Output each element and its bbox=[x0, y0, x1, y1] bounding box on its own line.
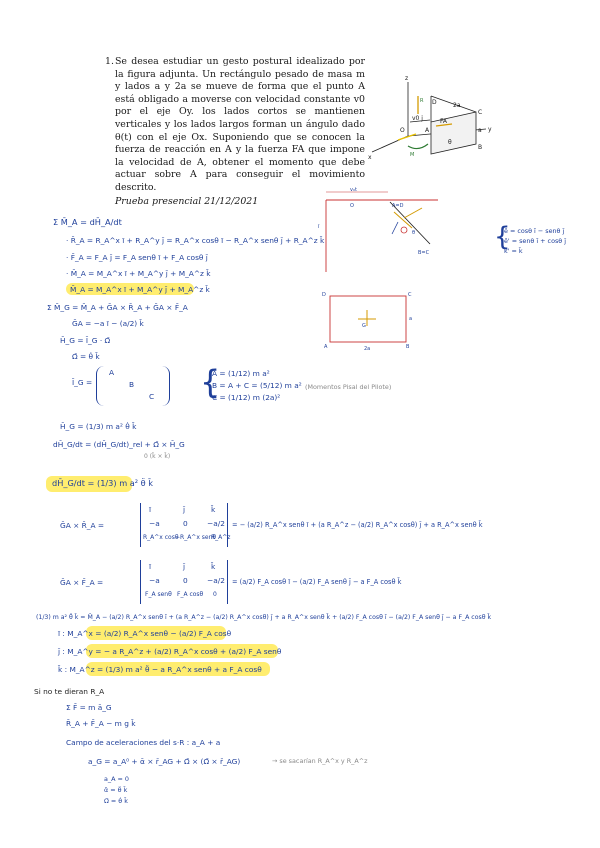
origin-label: O bbox=[400, 127, 405, 134]
cross1-r2c1: −R_A^x senθ bbox=[175, 534, 217, 541]
cross1-r0c2: k̄ bbox=[211, 505, 216, 514]
fa-label: FA bbox=[440, 118, 448, 125]
cross1-r1c2: −a/2 bbox=[207, 519, 225, 528]
eq-dhg-cancel: 0 (k̄ × k̄) bbox=[144, 453, 171, 460]
eq-fa: · F̄_A = F_A j̄ = F_A senθ ī + F_A cosθ j̄ bbox=[66, 253, 208, 262]
problem-statement bbox=[105, 56, 365, 208]
cross2-r1c0: −a bbox=[149, 576, 160, 585]
cross2-rhs: = (a/2) F_A cosθ ī − (a/2) F_A senθ j̄ − a F_A cosθ k̄ bbox=[232, 578, 402, 586]
cross1-r0c1: j̄ bbox=[183, 505, 186, 514]
axis-x-label: x bbox=[368, 154, 372, 161]
eq-hg: H̄_G = Ī_G · Ω̄ bbox=[60, 336, 111, 345]
inertia-c: C bbox=[149, 392, 155, 401]
top-v0t-label: v₀t bbox=[350, 187, 357, 193]
moment-label: M bbox=[410, 152, 415, 158]
axis-y-label: y bbox=[488, 126, 492, 133]
rect-a-label: A bbox=[324, 344, 328, 350]
cross2-lhs: ḠA × F̄_A = bbox=[60, 578, 104, 587]
eq-omega: Ω̄ = θ̇ k̄ bbox=[72, 352, 100, 361]
rect-g-label: G bbox=[362, 323, 366, 329]
inertia-a: A bbox=[109, 368, 115, 377]
eq-ga: ḠA = −a ī − (a/2) k̄ bbox=[72, 319, 144, 328]
cross1-rhs: = − (a/2) R_A^x senθ ī + (a R_A^z − (a/2) R_A^x cosθ) j̄ + a R_A^x senθ k̄ bbox=[232, 521, 483, 529]
angle-theta-label: θ bbox=[448, 139, 452, 146]
eq-component-j: j̄ : M_A^y = − a R_A^z + (a/2) R_A^x cosθ + (a/2) F_A senθ bbox=[58, 647, 282, 656]
cross1-r2c2: R_A^z bbox=[211, 534, 231, 541]
eq-moment-balance: Σ M̄_A = dH̄_A/dt bbox=[53, 217, 122, 227]
inertia-brace: { bbox=[200, 363, 221, 401]
eq-arrow-note: → se sacarían R_A^x y R_A^z bbox=[272, 757, 368, 765]
no-data-heading: Si no te dieran R_A bbox=[34, 687, 105, 696]
inertia-matrix bbox=[96, 366, 170, 406]
cross1-lhs: ḠA × R̄_A = bbox=[60, 521, 105, 530]
point-c-label: C bbox=[478, 109, 483, 116]
eq-ma-highlight: M̄_A = M_A^x ī + M_A^y j̄ + M_A^z k̄ bbox=[70, 285, 210, 294]
inertia-c-value: C = (1/12) m (2a)² bbox=[212, 393, 281, 402]
eq-force-balance: Σ F̄ = m ā_G bbox=[66, 703, 112, 712]
cross2-r2c1: F_A cosθ bbox=[177, 591, 204, 598]
problem-number: 1. bbox=[105, 56, 114, 67]
axis-z-label: z bbox=[405, 75, 409, 82]
rect-2a-label: 2a bbox=[364, 346, 371, 352]
inertia-note: (Momentos Pisal del Pilote) bbox=[305, 383, 392, 391]
point-d-label: D bbox=[432, 99, 437, 106]
eq-dhg: dH̄_G/dt = (dH̄_G/dt)_rel + Ω̄ × H̄_G bbox=[53, 440, 185, 449]
eq-aa-zero: a_A = 0 bbox=[104, 775, 129, 783]
rect-b-label: B bbox=[406, 344, 410, 350]
eq-dhg-result: dH̄_G/dt = (1/3) m a² θ̈ k̄ bbox=[52, 478, 154, 488]
rect-c-label: C bbox=[408, 292, 412, 298]
eq-component-k: k̄ : M_A^z = (1/3) m a² θ̈ − a R_A^x senθ + a F_A cosθ bbox=[58, 665, 262, 674]
axes-note-1: ē = cosθ ī − senθ j̄ bbox=[504, 227, 565, 235]
side-a-label: a bbox=[478, 127, 482, 134]
cross2-r0c1: j̄ bbox=[183, 562, 186, 571]
axes-note-3: k̄' = k̄ bbox=[504, 247, 523, 255]
eq-mg: Σ M̄_G = M̄_A + ḠA × R̄_A + ḠA × F̄_A bbox=[47, 303, 188, 312]
eq-omega-2: Ω̄ = θ̇ k̄ bbox=[104, 797, 128, 805]
rectangle-sketch bbox=[320, 290, 420, 350]
cross2-determinant bbox=[140, 560, 228, 604]
problem-source: Prueba presencial 21/12/2021 bbox=[115, 195, 259, 207]
eq-accel-field: Campo de aceleraciones del s·R : a_A + a bbox=[66, 738, 221, 747]
eq-alpha: ᾱ = θ̈ k̄ bbox=[104, 786, 128, 794]
top-theta-label: θ bbox=[412, 230, 416, 236]
problem-text: Se desea estudiar un gesto postural idealizado por la figura adjunta. Un rectángulo pesado de masa m y lados a y 2a se mueve de forma que el punto A está obligado a moverse con velocidad constante v0 por el eje Oy. los lados cortos se mantienen verticales y los lados largos forman un ángulo dado θ(t) con el eje Ox. Suponiendo que se conocen la fuerza de reacción en A y la fuerza FA que impone la velocidad de A, obtener el momento que debe actuar sobre A para conseguir el movimiento descrito. bbox=[115, 56, 365, 193]
axes-brace: { bbox=[494, 222, 511, 252]
problem-figure-3d bbox=[368, 74, 498, 194]
point-b-label: B bbox=[478, 144, 483, 151]
top-ad-label: A=D bbox=[392, 203, 404, 209]
eq-ig: Ī_G = bbox=[72, 378, 93, 387]
eq-hg-value: H̄_G = (1/3) m a² θ̇ k̄ bbox=[60, 422, 137, 431]
top-view-sketch bbox=[318, 188, 478, 278]
point-a-label: A bbox=[425, 127, 430, 134]
inertia-b: B bbox=[129, 380, 135, 389]
top-bc-label: B=C bbox=[418, 250, 430, 256]
cross2-r2c0: F_A senθ bbox=[145, 591, 172, 598]
axes-note-2: ē' = senθ ī + cosθ j̄ bbox=[504, 237, 567, 245]
cross1-r2c0: R_A^x cosθ bbox=[143, 534, 179, 541]
reaction-label: R bbox=[420, 98, 424, 104]
top-o-label: O bbox=[350, 203, 354, 209]
cross2-r1c2: −a/2 bbox=[207, 576, 225, 585]
rect-d-label: D bbox=[322, 292, 326, 298]
cross1-r1c1: 0 bbox=[183, 519, 188, 528]
cross2-r1c1: 0 bbox=[183, 576, 188, 585]
eq-ra: · R̄_A = R_A^x ī + R_A^y j̄ = R_A^x cosθ ī − R_A^x senθ j̄ + R_A^z k̄ bbox=[66, 236, 325, 245]
v0-label: v0 j bbox=[412, 115, 423, 122]
eq-component-i: ī : M_A^x = (a/2) R_A^x senθ − (a/2) F_A cosθ bbox=[58, 629, 232, 638]
side-2a-label: 2a bbox=[453, 102, 461, 109]
eq-ma: · M̄_A = M_A^x ī + M_A^y j̄ + M_A^z k̄ bbox=[66, 269, 211, 278]
cross2-r2c2: 0 bbox=[213, 591, 217, 598]
eq-full: (1/3) m a² θ̈ k̄ = M̄_A − (a/2) R_A^x senθ ī + (a R_A^z − (a/2) R_A^x cosθ) j̄ + a R_A^x senθ k̄ + (a/2) F_A cosθ ī − (a/2) F_A senθ j̄ − a F_A cosθ k̄ bbox=[36, 614, 492, 621]
cross2-r0c0: ī bbox=[149, 562, 152, 571]
rect-a-side-label: a bbox=[409, 316, 413, 322]
cross1-determinant bbox=[140, 503, 231, 547]
inertia-a-value: A = (1/12) m a² bbox=[212, 369, 270, 378]
top-i-label: ī bbox=[318, 224, 320, 230]
cross1-r1c0: −a bbox=[149, 519, 160, 528]
eq-force-balance-2: R̄_A + F̄_A − m g k̄ bbox=[66, 719, 136, 728]
cross1-r0c0: ī bbox=[149, 505, 152, 514]
inertia-b-value: B = A + C = (5/12) m a² bbox=[212, 381, 302, 390]
eq-ag: a_G = a_A⁰ + ᾱ × r̄_AG + Ω̄ × (Ω̄ × r̄_AG) bbox=[88, 757, 241, 766]
cross2-r0c2: k̄ bbox=[211, 562, 216, 571]
